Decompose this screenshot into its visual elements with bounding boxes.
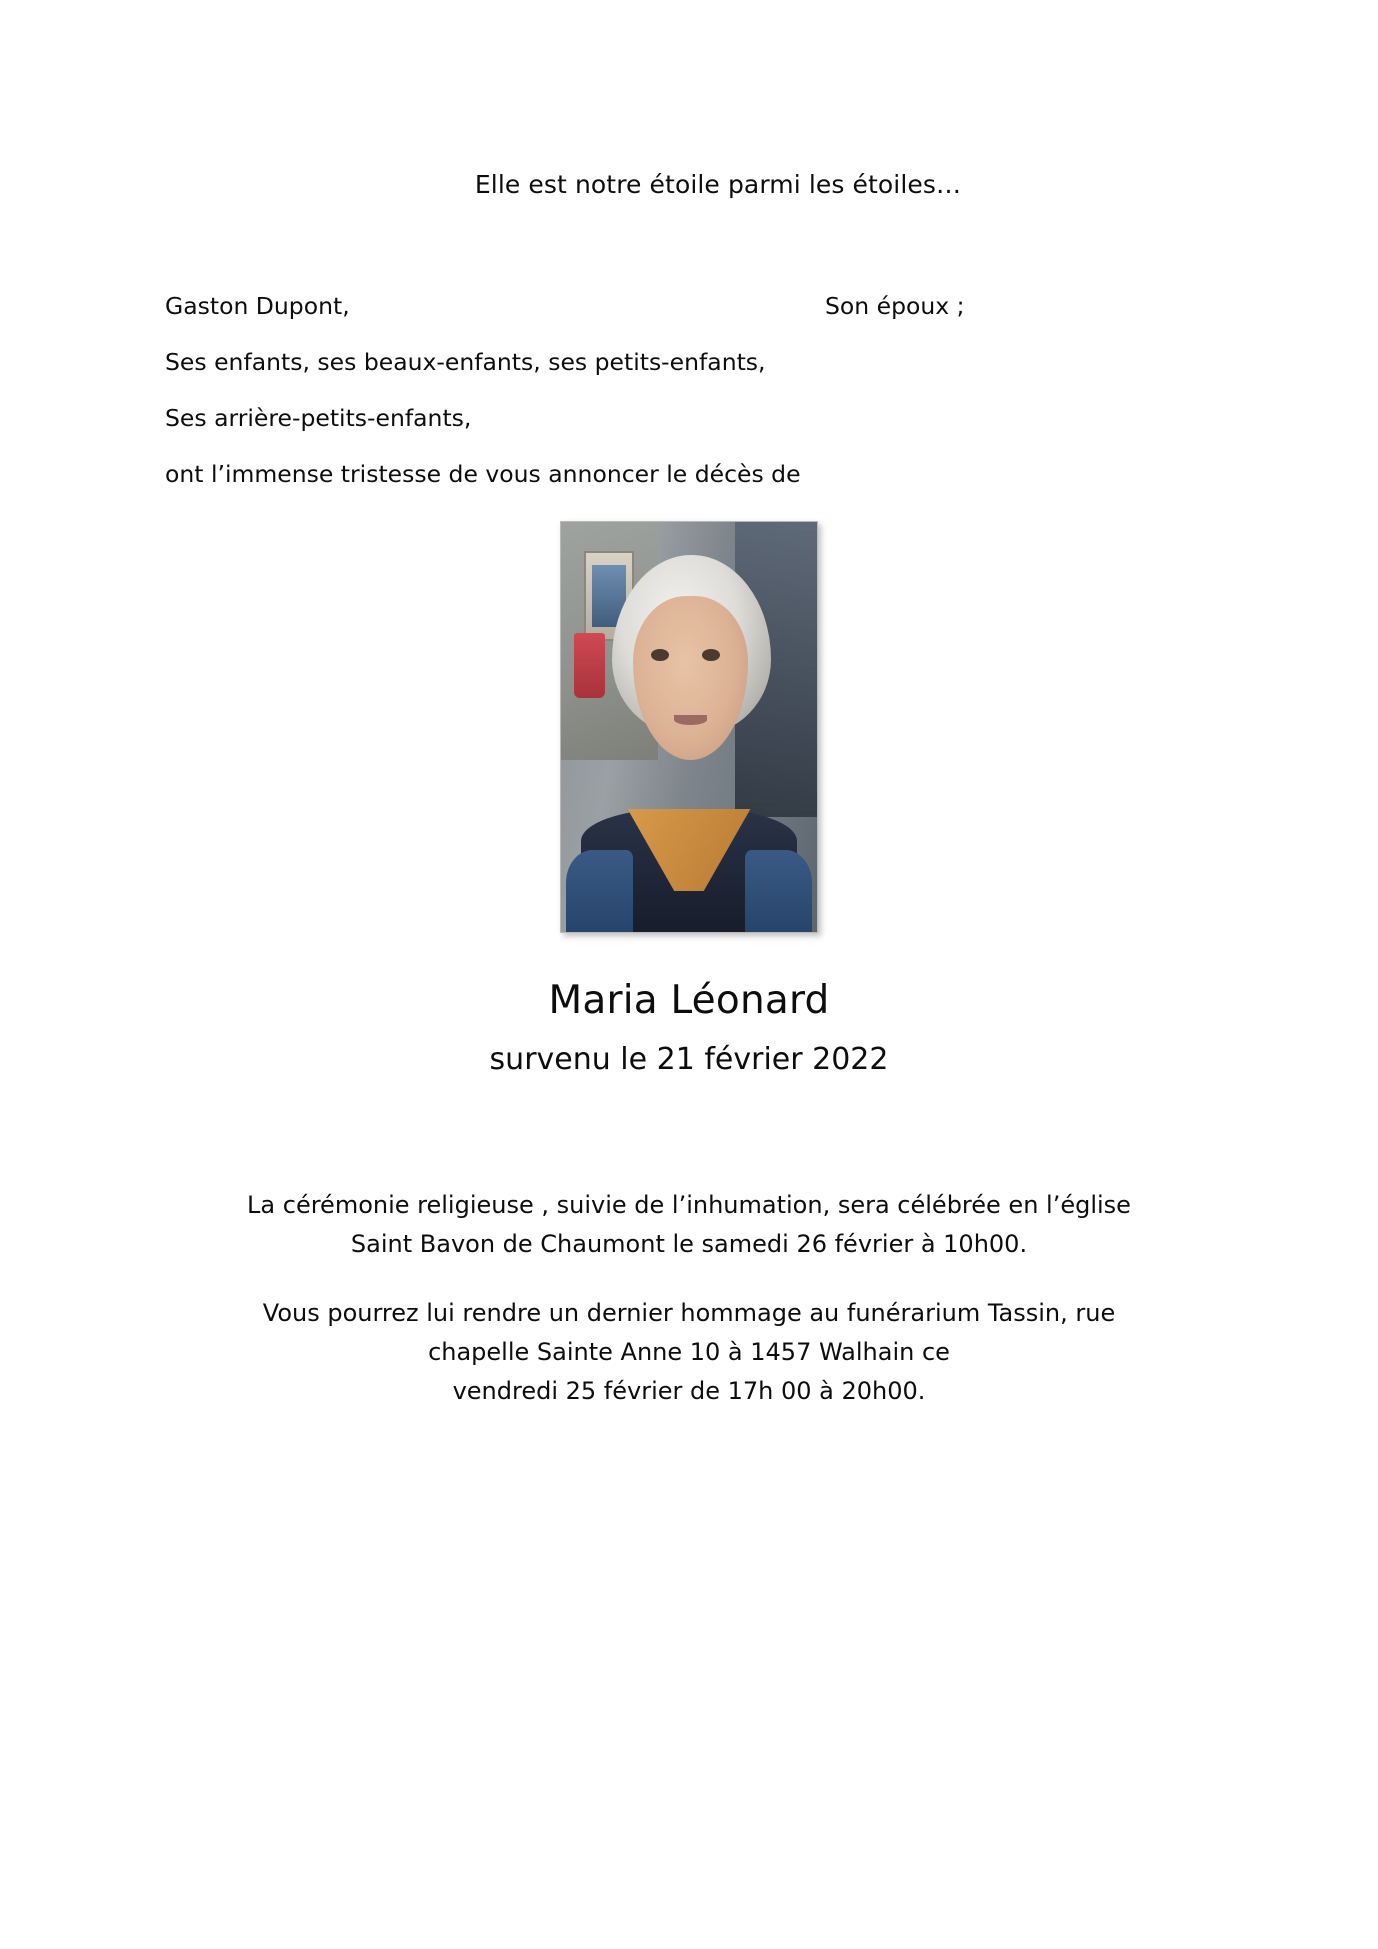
- ceremony-p1-line1: La cérémonie religieuse , suivie de l’inhumation, sera célébrée en l’église: [247, 1191, 1131, 1219]
- ceremony-p2-line3: vendredi 25 février de 17h 00 à 20h00.: [452, 1377, 926, 1405]
- family-line-4: ont l’immense tristesse de vous annoncer le décès de: [165, 460, 801, 488]
- ceremony-paragraph-1: [0, 1186, 1378, 1264]
- family-block: [165, 278, 1165, 502]
- photo-red-object: [574, 633, 605, 699]
- photo-shoulder-left: [566, 850, 633, 932]
- ceremony-p2-line1: Vous pourrez lui rendre un dernier hommage au funérarium Tassin, rue: [262, 1299, 1116, 1327]
- photo-shoulder-right: [745, 850, 812, 932]
- family-line-2: Ses enfants, ses beaux-enfants, ses petits-enfants,: [165, 348, 766, 376]
- deceased-name: Maria Léonard: [548, 978, 830, 1023]
- portrait-container: [0, 521, 1378, 933]
- family-spouse-relation: Son époux ;: [825, 292, 965, 320]
- family-line-3: Ses arrière-petits-enfants,: [165, 404, 472, 432]
- portrait-photo: [560, 521, 818, 933]
- family-line-1: [165, 278, 1165, 334]
- epigraph-text: Elle est notre étoile parmi les étoiles…: [474, 170, 962, 199]
- photo-eye-left: [651, 649, 669, 661]
- ceremony-paragraph-2: [0, 1294, 1378, 1411]
- ceremony-p1-line2: Saint Bavon de Chaumont le samedi 26 février à 10h00.: [350, 1230, 1028, 1258]
- family-spouse-name: Gaston Dupont,: [165, 292, 350, 320]
- ceremony-p2-line2: chapelle Sainte Anne 10 à 1457 Walhain ce: [428, 1338, 950, 1366]
- deceased-date: survenu le 21 février 2022: [489, 1042, 889, 1077]
